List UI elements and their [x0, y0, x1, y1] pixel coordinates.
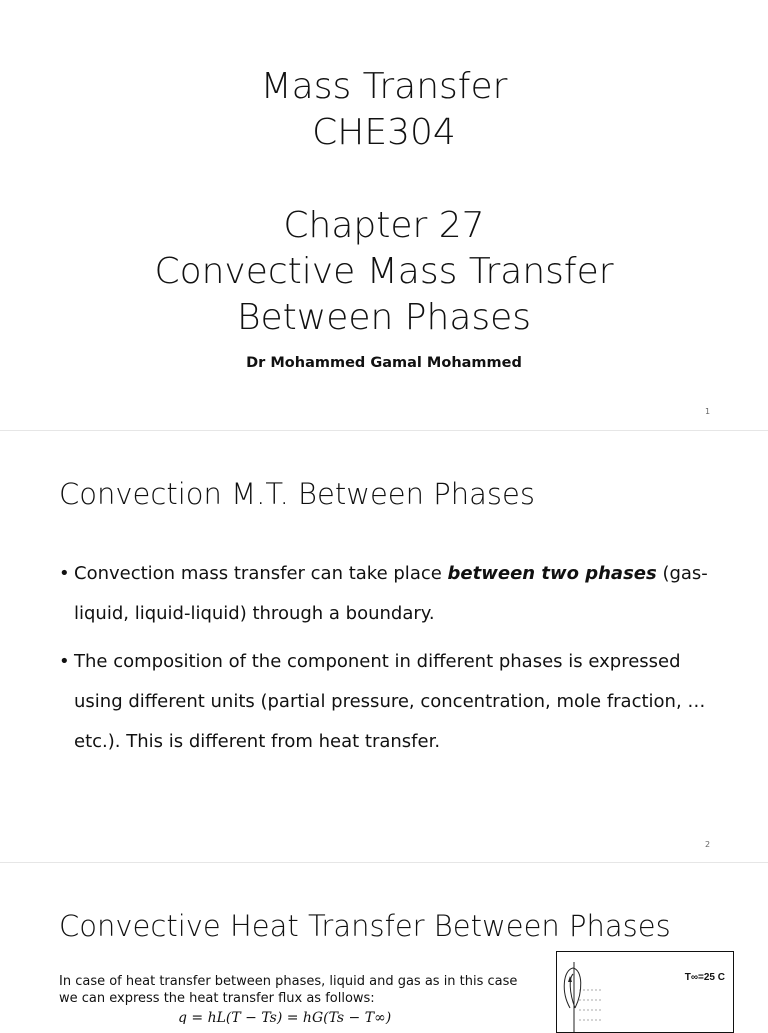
- bullet-text: Convection mass transfer can take place: [74, 563, 448, 584]
- author-name: Dr Mohammed Gamal Mohammed: [246, 355, 522, 371]
- slide-heading: Convective Heat Transfer Between Phases: [59, 909, 671, 943]
- slide-2: [0, 431, 768, 861]
- bullet-item: [59, 554, 709, 634]
- chapter-title-line-1: Convective Mass Transfer: [154, 251, 614, 292]
- heat-flux-equation: q = hL(T − Ts) = hG(Ts − T∞): [178, 1010, 392, 1024]
- bullet-text: The composition of the component in different phases is expressed using different units (partial pressure, concentration, mole fraction, … etc.). This is different from heat transfer.: [74, 651, 706, 752]
- bullet-list: [59, 554, 709, 762]
- bullet-icon: •: [59, 651, 70, 672]
- bullet-emphasis: between two phases: [447, 563, 657, 584]
- interface-diagram-drawing: [557, 952, 733, 1032]
- chapter-title-block: [0, 203, 768, 341]
- bullet-text-continued: (gas-liquid, liquid-liquid) through a boundary.: [74, 563, 708, 624]
- ambient-temperature-label: T∞=25 C: [684, 972, 725, 983]
- slide-heading: Convection M.T. Between Phases: [59, 477, 535, 511]
- chapter-title-line-2: Between Phases: [236, 297, 532, 338]
- bullet-icon: •: [59, 563, 70, 584]
- bullet-item: [59, 642, 709, 762]
- slide-1: [0, 0, 768, 428]
- slide-number: 1: [705, 407, 711, 416]
- slide-number: 2: [705, 840, 711, 849]
- course-title-block: [0, 64, 768, 156]
- course-title: Mass Transfer: [260, 66, 508, 107]
- intro-text: In case of heat transfer between phases, liquid and gas as in this case we can express the heat transfer flux as follows:: [59, 974, 518, 1006]
- course-code: CHE304: [312, 112, 456, 153]
- chapter-number: Chapter 27: [283, 205, 485, 246]
- interface-diagram: [556, 951, 734, 1033]
